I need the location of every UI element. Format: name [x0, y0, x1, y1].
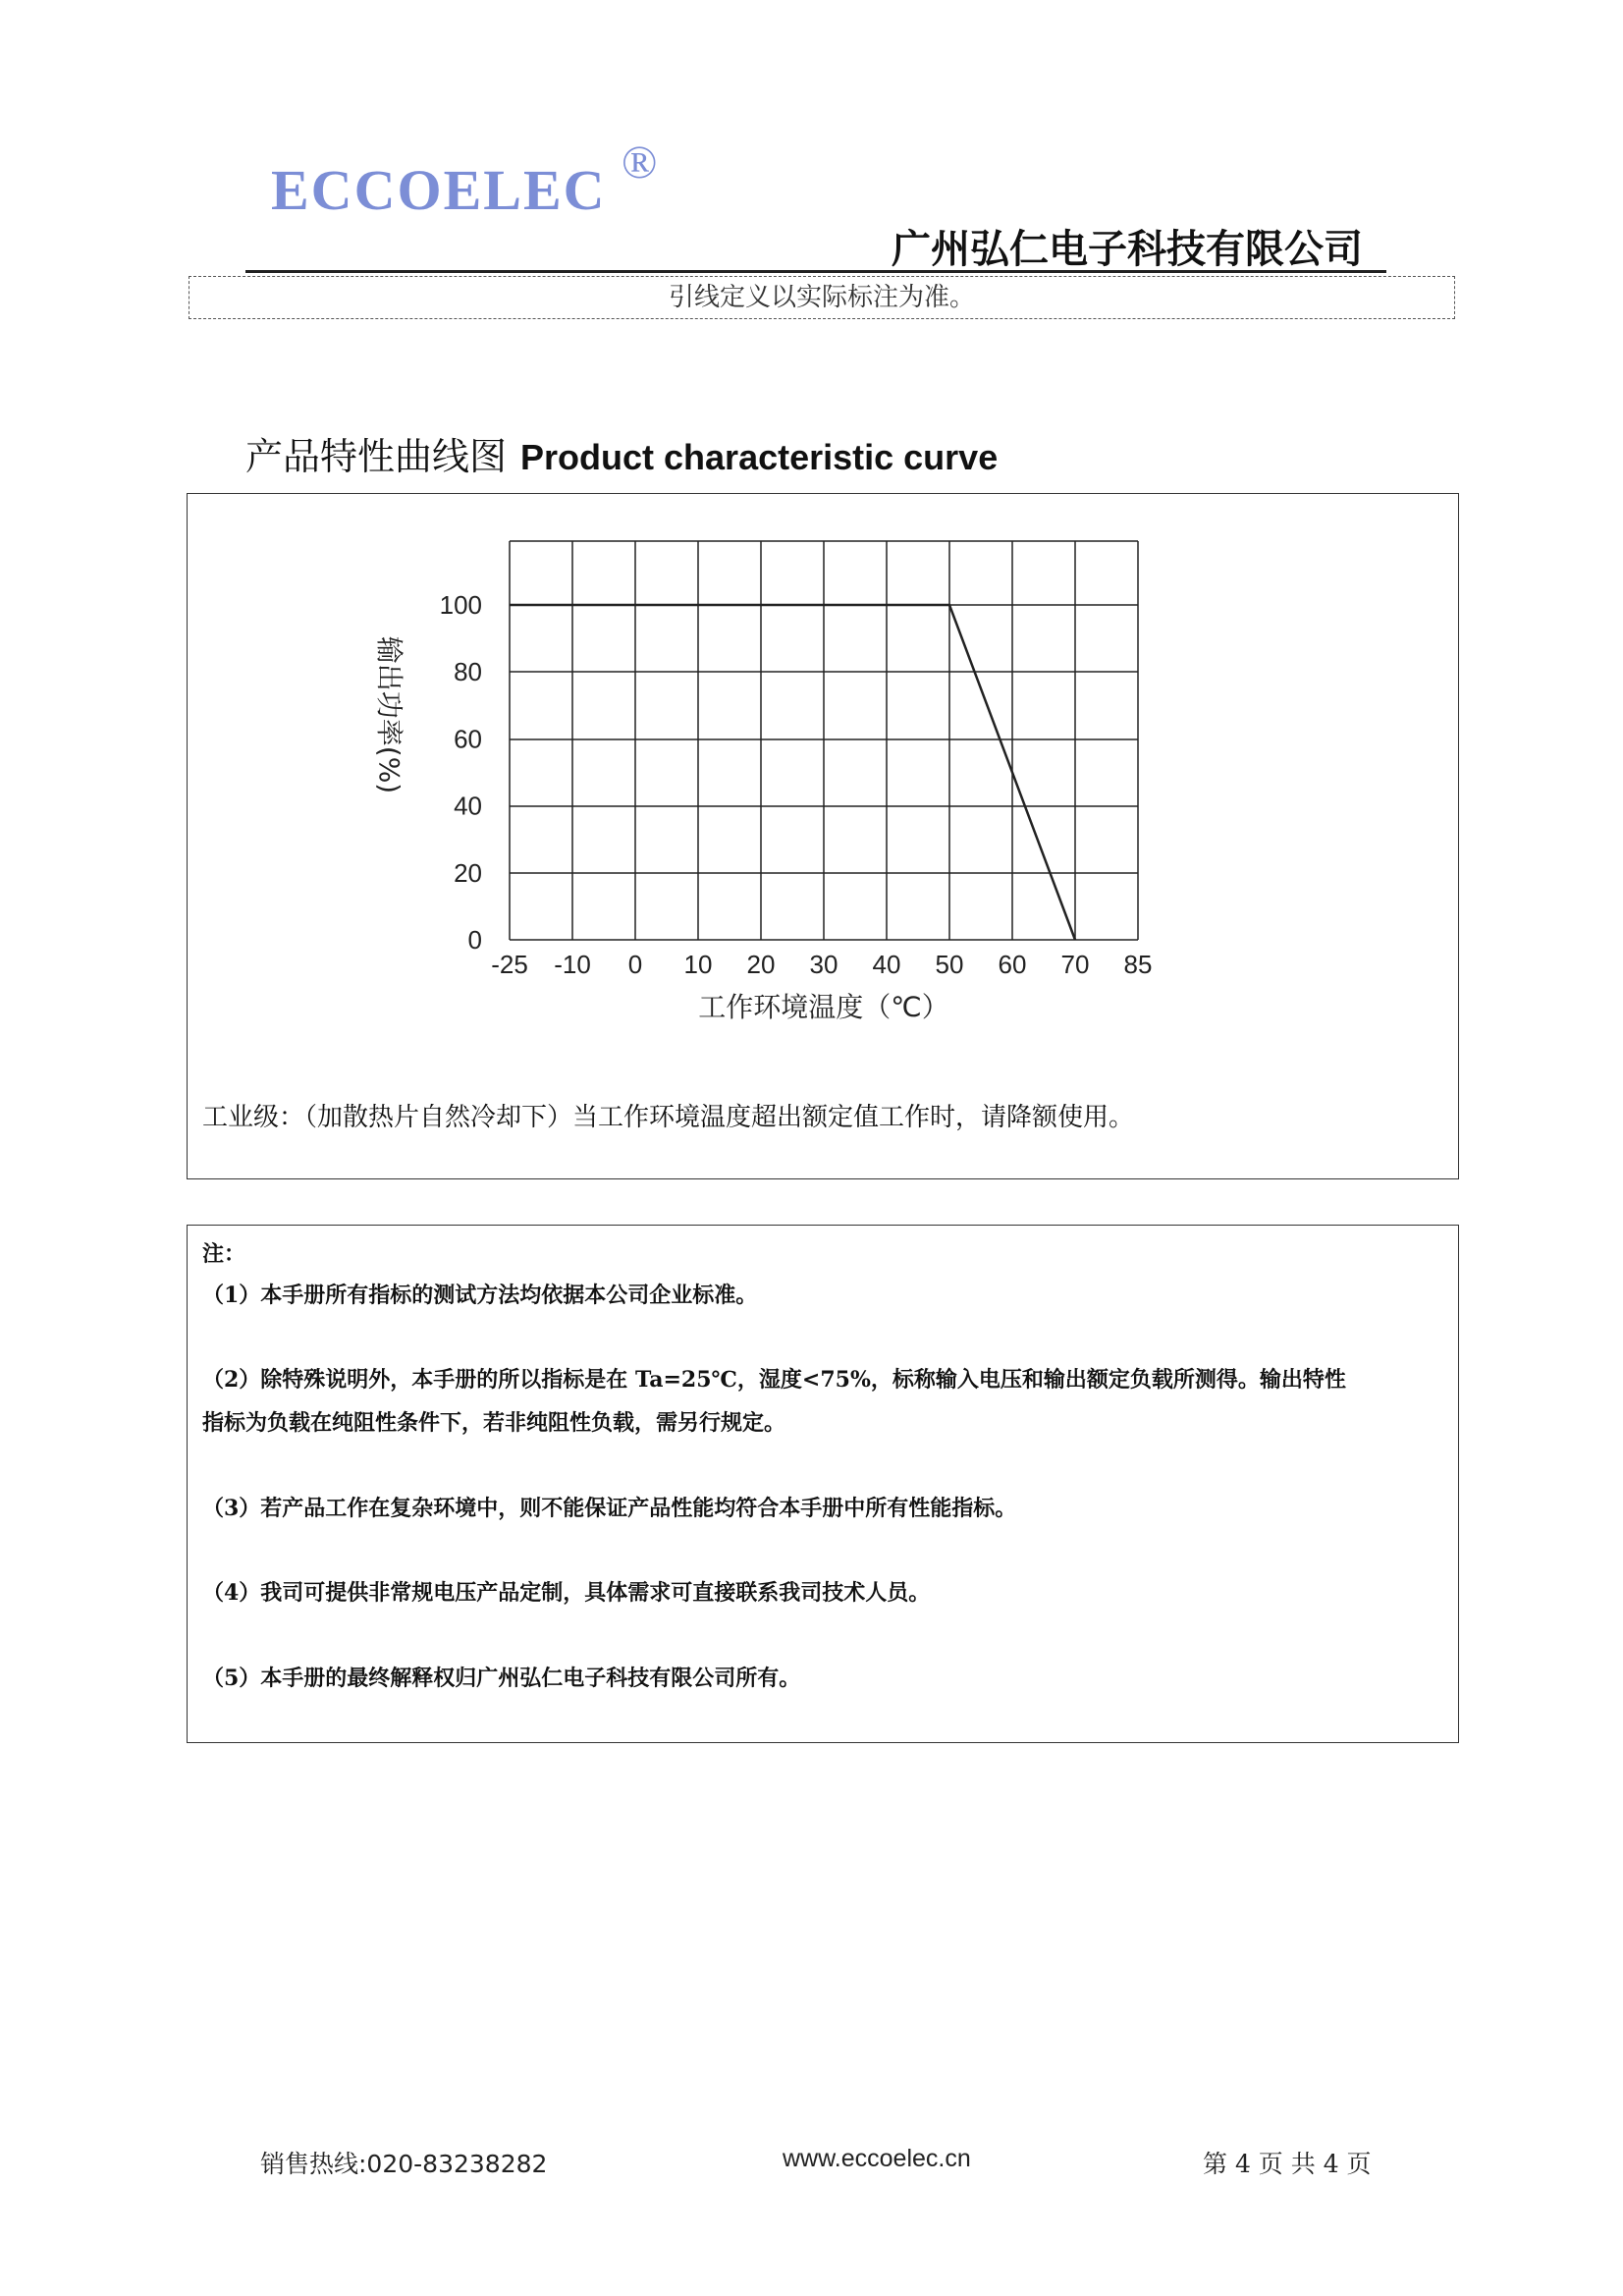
sales-hotline: 销售热线:020-83238282 [260, 2150, 548, 2178]
series-line [510, 605, 1075, 940]
y-tick-label: 60 [454, 724, 482, 754]
note-item: 指标为负载在纯阻性条件下，若非纯阻性负载，需另行规定。 [202, 1410, 786, 1436]
y-tick-label: 40 [454, 791, 482, 821]
company-name: 广州弘仁电子科技有限公司 [892, 227, 1363, 272]
page-indicator: 第 4 页 共 4 页 [1203, 2150, 1372, 2178]
registered-mark: ® [622, 137, 658, 189]
note-item: （5）本手册的最终解释权归广州弘仁电子科技有限公司所有。 [202, 1666, 801, 1691]
x-tick-label: -25 [491, 950, 528, 979]
note-item: （3）若产品工作在复杂环境中，则不能保证产品性能均符合本手册中所有性能指标。 [202, 1496, 1017, 1521]
y-tick-label: 80 [454, 657, 482, 687]
derating-note: 工业级：（加散热片自然冷却下）当工作环境温度超出额定值工作时，请降额使用。 [202, 1103, 1135, 1132]
note-item: （2）除特殊说明外，本手册的所以指标是在 Ta=25℃，湿度<75%，标称输入电压和输出额定负载所测得。输出特性 [202, 1367, 1346, 1393]
section-title [245, 426, 998, 480]
x-tick-label: 0 [627, 950, 643, 979]
x-tick-label: -10 [554, 950, 591, 979]
chart-frame [187, 493, 1459, 1179]
x-tick-label: 40 [872, 950, 901, 979]
x-tick-label: 70 [1060, 950, 1090, 979]
y-axis-label: 输出功率(%) [373, 635, 406, 794]
company-logo: ECCOELEC [271, 158, 607, 222]
y-tick-label: 100 [439, 590, 482, 620]
x-tick-label: 20 [746, 950, 776, 979]
website-link[interactable]: www.eccoelec.cn [783, 2145, 971, 2172]
derating-chart [188, 494, 1460, 1180]
note-item: （4）我司可提供非常规电压产品定制，具体需求可直接联系我司技术人员。 [202, 1580, 931, 1606]
x-tick-label: 85 [1123, 950, 1153, 979]
y-tick-label: 0 [467, 925, 482, 955]
notes-box [187, 1225, 1459, 1743]
x-tick-label: 60 [998, 950, 1027, 979]
x-tick-label: 10 [683, 950, 713, 979]
header-divider [245, 270, 1386, 273]
y-tick-label: 20 [454, 857, 482, 888]
x-axis-label: 工作环境温度（℃） [698, 991, 949, 1023]
pin-definition-note: 引线定义以实际标注为准。 [189, 276, 1455, 319]
section-title-en: Product characteristic curve [520, 437, 999, 477]
section-title-cn: 产品特性曲线图 [245, 435, 508, 478]
note-item: （1）本手册所有指标的测试方法均依据本公司企业标准。 [202, 1283, 758, 1308]
x-tick-label: 30 [809, 950, 839, 979]
x-tick-label: 50 [935, 950, 964, 979]
notes-heading: 注： [202, 1241, 246, 1267]
